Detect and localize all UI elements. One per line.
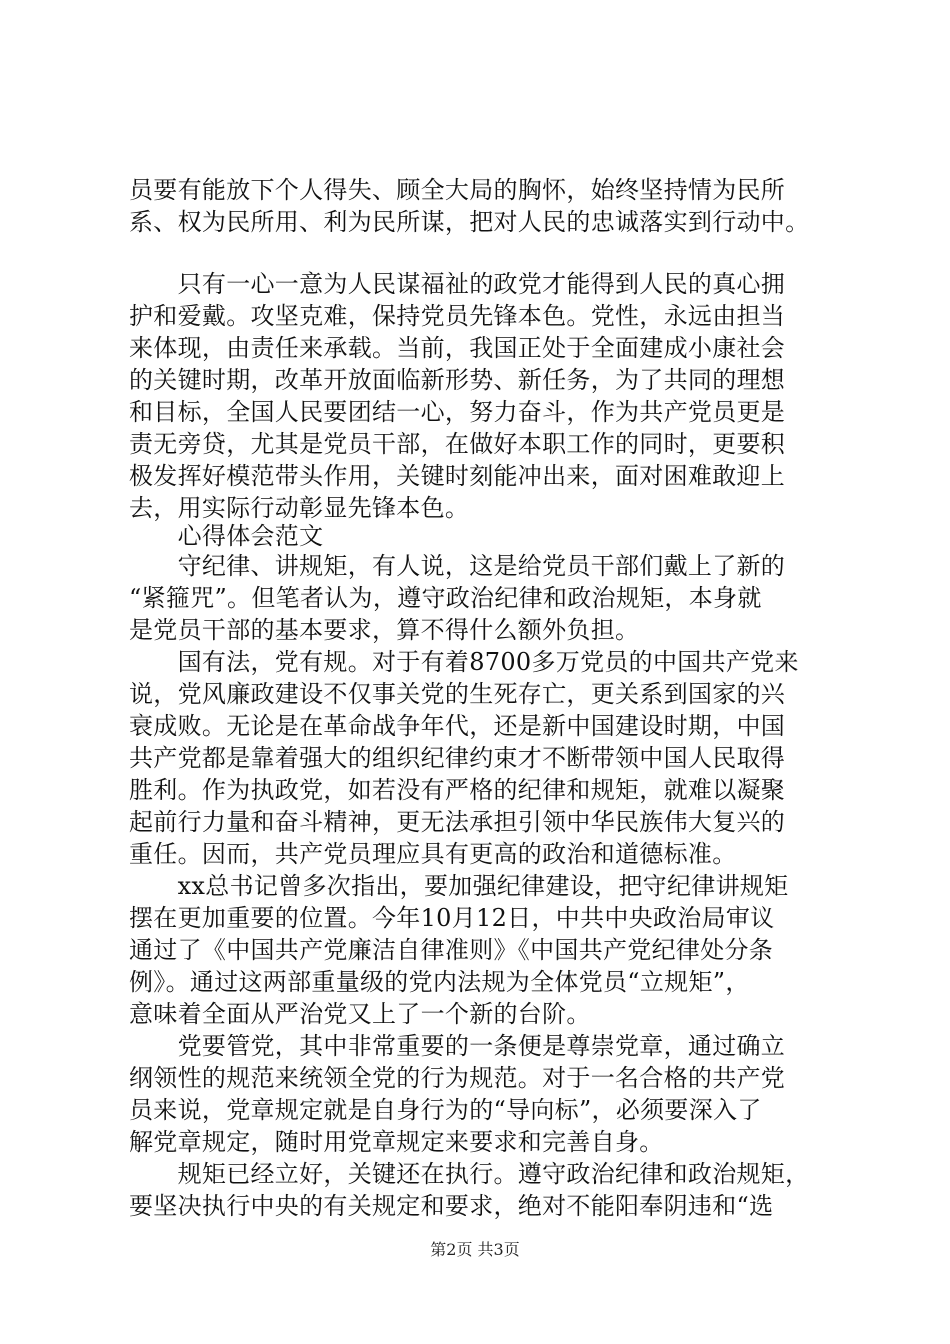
text-line: 胜利。作为执政党，如若没有严格的纪律和规矩，就难以凝聚 [129,776,786,804]
text-line: 来体现，由责任来承载。当前，我国正处于全面建成小康社会 [129,334,786,362]
text-line: 重任。因而，共产党员理应具有更高的政治和道德标准。 [129,840,737,868]
text-line: 的关键时期，改革开放面临新形势、新任务，为了共同的理想 [129,366,786,394]
text-line: 意味着全面从严治党又上了一个新的台阶。 [129,1000,591,1028]
text-line: 解党章规定，随时用党章规定来要求和完善自身。 [129,1128,664,1156]
text-line: 去，用实际行动彰显先锋本色。 [129,494,470,522]
text-line: 员要有能放下个人得失、顾全大局的胸怀，始终坚持情为民所 [129,176,786,204]
text-line: 员来说，党章规定就是自身行为的“导向标”，必须要深入了 [129,1096,762,1124]
text-line: 护和爱戴。攻坚克难，保持党员先锋本色。党性，永远由担当 [129,302,786,330]
text-line: xx总书记曾多次指出，要加强纪律建设，把守纪律讲规矩 [129,872,789,900]
text-line: 守纪律、讲规矩，有人说，这是给党员干部们戴上了新的 [129,552,786,580]
page-footer: 第2页 共3页 [430,1240,520,1259]
text-line: 要坚决执行中央的有关规定和要求，绝对不能阳奉阴违和“选 [129,1192,774,1220]
text-line: 纲领性的规范来统领全党的行为规范。对于一名合格的共产党 [129,1064,786,1092]
text-line: 和目标，全国人民要团结一心，努力奋斗，作为共产党员更是 [129,398,786,426]
text-line: 只有一心一意为人民谋福祉的政党才能得到人民的真心拥 [129,270,786,298]
text-line: 责无旁贷，尤其是党员干部，在做好本职工作的同时，更要积 [129,430,786,458]
text-line: 说，党风廉政建设不仅事关党的生死存亡，更关系到国家的兴 [129,680,786,708]
text-line: 起前行力量和奋斗精神，更无法承担引领中华民族伟大复兴的 [129,808,786,836]
text-line: 是党员干部的基本要求，算不得什么额外负担。 [129,616,640,644]
text-line: 例》。通过这两部重量级的党内法规为全体党员“立规矩”， [129,968,750,996]
section-heading: 心得体会范文 [129,522,324,550]
text-line: 党要管党，其中非常重要的一条便是尊崇党章，通过确立 [129,1032,786,1060]
text-line: 摆在更加重要的位置。今年10月12日，中共中央政治局审议 [129,904,775,932]
text-line: 国有法，党有规。对于有着8700多万党员的中国共产党来 [129,648,799,676]
text-line: 规矩已经立好，关键还在执行。遵守政治纪律和政治规矩， [129,1160,810,1188]
text-line: 通过了《中国共产党廉洁自律准则》《中国共产党纪律处分条 [129,936,774,964]
text-line: 极发挥好模范带头作用，关键时刻能冲出来，面对困难敢迎上 [129,462,786,490]
text-line: “紧箍咒”。但笔者认为，遵守政治纪律和政治规矩，本身就 [129,584,762,612]
text-line: 系、权为民所用、利为民所谋，把对人民的忠诚落实到行动中。 [129,208,810,236]
text-line: 共产党都是靠着强大的组织纪律约束才不断带领中国人民取得 [129,744,786,772]
text-line: 衰成败。无论是在革命战争年代，还是新中国建设时期，中国 [129,712,786,740]
